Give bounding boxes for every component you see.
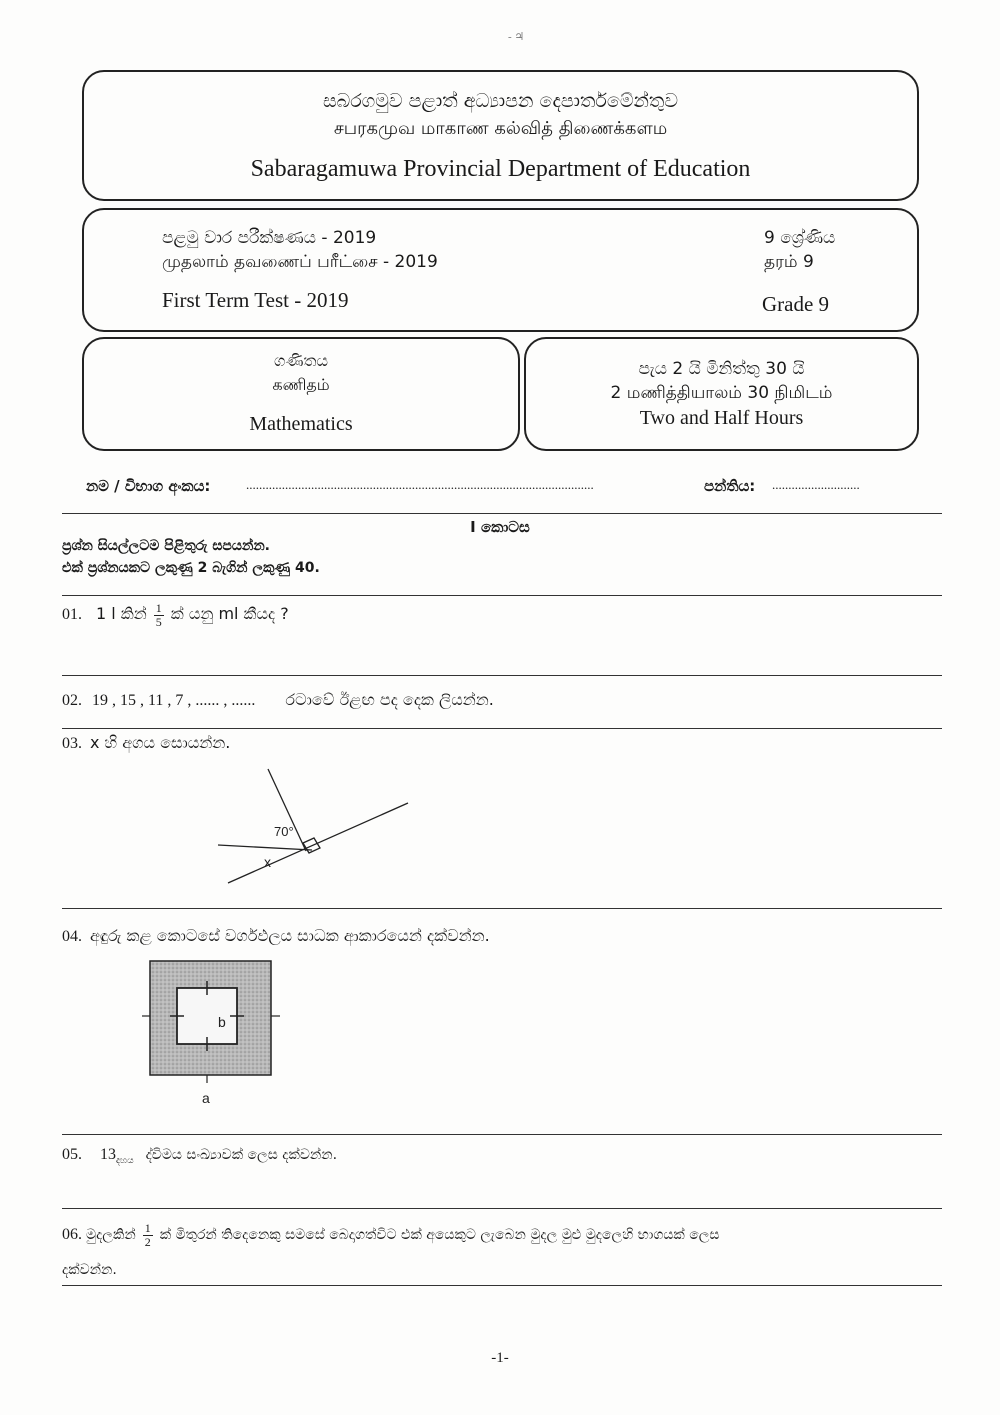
question-text: මුදලකින් xyxy=(86,1227,136,1244)
question-6-continued: දක්වන්න. xyxy=(62,1262,117,1278)
question-2 xyxy=(62,690,494,710)
question-text: ද්විමය සංඛ්‍යාවක් ලෙස දක්වන්න. xyxy=(145,1147,338,1163)
exam-title-english: First Term Test - 2019 xyxy=(162,288,349,312)
class-field[interactable]: ........................... xyxy=(772,477,860,492)
duration-sinhala: පැය 2 යි මිනිත්තු 30 යි xyxy=(638,359,805,379)
divider xyxy=(62,908,942,909)
section-title: I කොටස xyxy=(470,518,530,536)
question-text: ක් යනු ml කීයද ? xyxy=(170,604,289,624)
divider xyxy=(62,1208,942,1209)
square-diagram xyxy=(140,955,290,1110)
question-number: 05. xyxy=(62,1146,82,1163)
fraction: $\frac{1}{5}$ xyxy=(155,601,162,629)
subject-box xyxy=(82,337,520,451)
instruction-2: එක් ප්‍රශ්නයකට ලකුණු 2 බැගින් ලකුණු 40. xyxy=(62,560,320,576)
question-number: 06. xyxy=(62,1226,82,1244)
subject-english: Mathematics xyxy=(249,413,353,435)
question-text: අඳුරු කළ කොටසේ වර්ගඵලය සාධක ආකාරයෙන් දක්වන්න. xyxy=(90,926,490,945)
subject-sinhala: ගණිතය xyxy=(274,351,328,370)
header-sinhala: සබරගමුව පළාත් අධ්‍යාපන දෙපාර්තමේන්තුව xyxy=(322,90,679,112)
question-text: රටාවේ ඊළඟ පද දෙක ලියන්න. xyxy=(285,690,494,709)
grade-english: Grade 9 xyxy=(762,292,830,316)
divider xyxy=(62,1134,942,1135)
question-number: 04. xyxy=(62,928,82,945)
header-box xyxy=(82,70,919,201)
duration-tamil: 2 மணித்தியாலம் 30 நிமிடம் xyxy=(610,383,833,403)
question-6 xyxy=(62,1222,942,1249)
question-text: x හි අගය සොයන්න. xyxy=(90,733,231,752)
exam-info-box xyxy=(82,208,919,332)
duration-box xyxy=(524,337,919,451)
question-5 xyxy=(62,1146,337,1166)
number-base: දහය xyxy=(116,1156,134,1167)
slanted-line xyxy=(228,803,408,883)
divider xyxy=(62,513,942,514)
x-label: x xyxy=(264,854,271,870)
page-number: -1- xyxy=(491,1350,509,1366)
divider xyxy=(62,728,942,729)
name-field[interactable]: ........................................................................................................... xyxy=(246,477,594,492)
divider xyxy=(62,595,942,596)
question-number: 01. xyxy=(62,606,82,624)
question-4 xyxy=(62,926,490,946)
divider xyxy=(62,1285,942,1286)
sequence: 19 , 15 , 11 , 7 , ...... , ...... xyxy=(92,692,256,709)
instruction-1: ප්‍රශ්න සියල්ලටම පිළිතුරු සපයන්න. xyxy=(62,538,271,554)
grade-tamil: தரம் 9 xyxy=(764,252,814,272)
header-tamil: சபரகமுவ மாகாண கல்வித் திணைக்களம xyxy=(333,118,668,139)
header-english: Sabaragamuwa Provincial Department of Education xyxy=(250,156,751,182)
duration-english: Two and Half Hours xyxy=(639,407,804,429)
question-text: 1 l කින් xyxy=(96,604,147,624)
b-label: b xyxy=(218,1014,226,1030)
question-number: 02. xyxy=(62,692,82,709)
class-label: පන්තිය: xyxy=(704,477,756,495)
name-label: නම / විභාග අංකය: xyxy=(86,477,211,495)
subject-tamil: கணிதம் xyxy=(272,375,330,394)
angle-label: 70° xyxy=(274,824,294,839)
number-value: 13 xyxy=(100,1146,116,1163)
page-mark: - ♃ xyxy=(508,31,525,43)
question-number: 03. xyxy=(62,735,82,752)
inner-square xyxy=(177,988,237,1044)
angle-diagram xyxy=(210,765,420,890)
question-text: ක් මිතුරන් තිදෙනෙකු සමසේ බෙදාගත්විට එක් අයෙකුට ලැබෙන මුදල මුළු මුදලෙහි භාගයක් ලෙස xyxy=(159,1227,720,1244)
divider xyxy=(62,675,942,676)
grade-sinhala: 9 ශ්‍රේණිය xyxy=(764,228,836,248)
a-label: a xyxy=(202,1090,210,1106)
horizontal-line xyxy=(218,845,312,850)
exam-title-sinhala: පළමු වාර පරීක්ෂණය - 2019 xyxy=(162,228,377,248)
question-3 xyxy=(62,733,230,753)
fraction: $\frac{1}{2}$ xyxy=(144,1221,151,1249)
question-1 xyxy=(62,602,289,629)
exam-title-tamil: முதலாம் தவணைப் பரீட்சை - 2019 xyxy=(162,252,438,272)
